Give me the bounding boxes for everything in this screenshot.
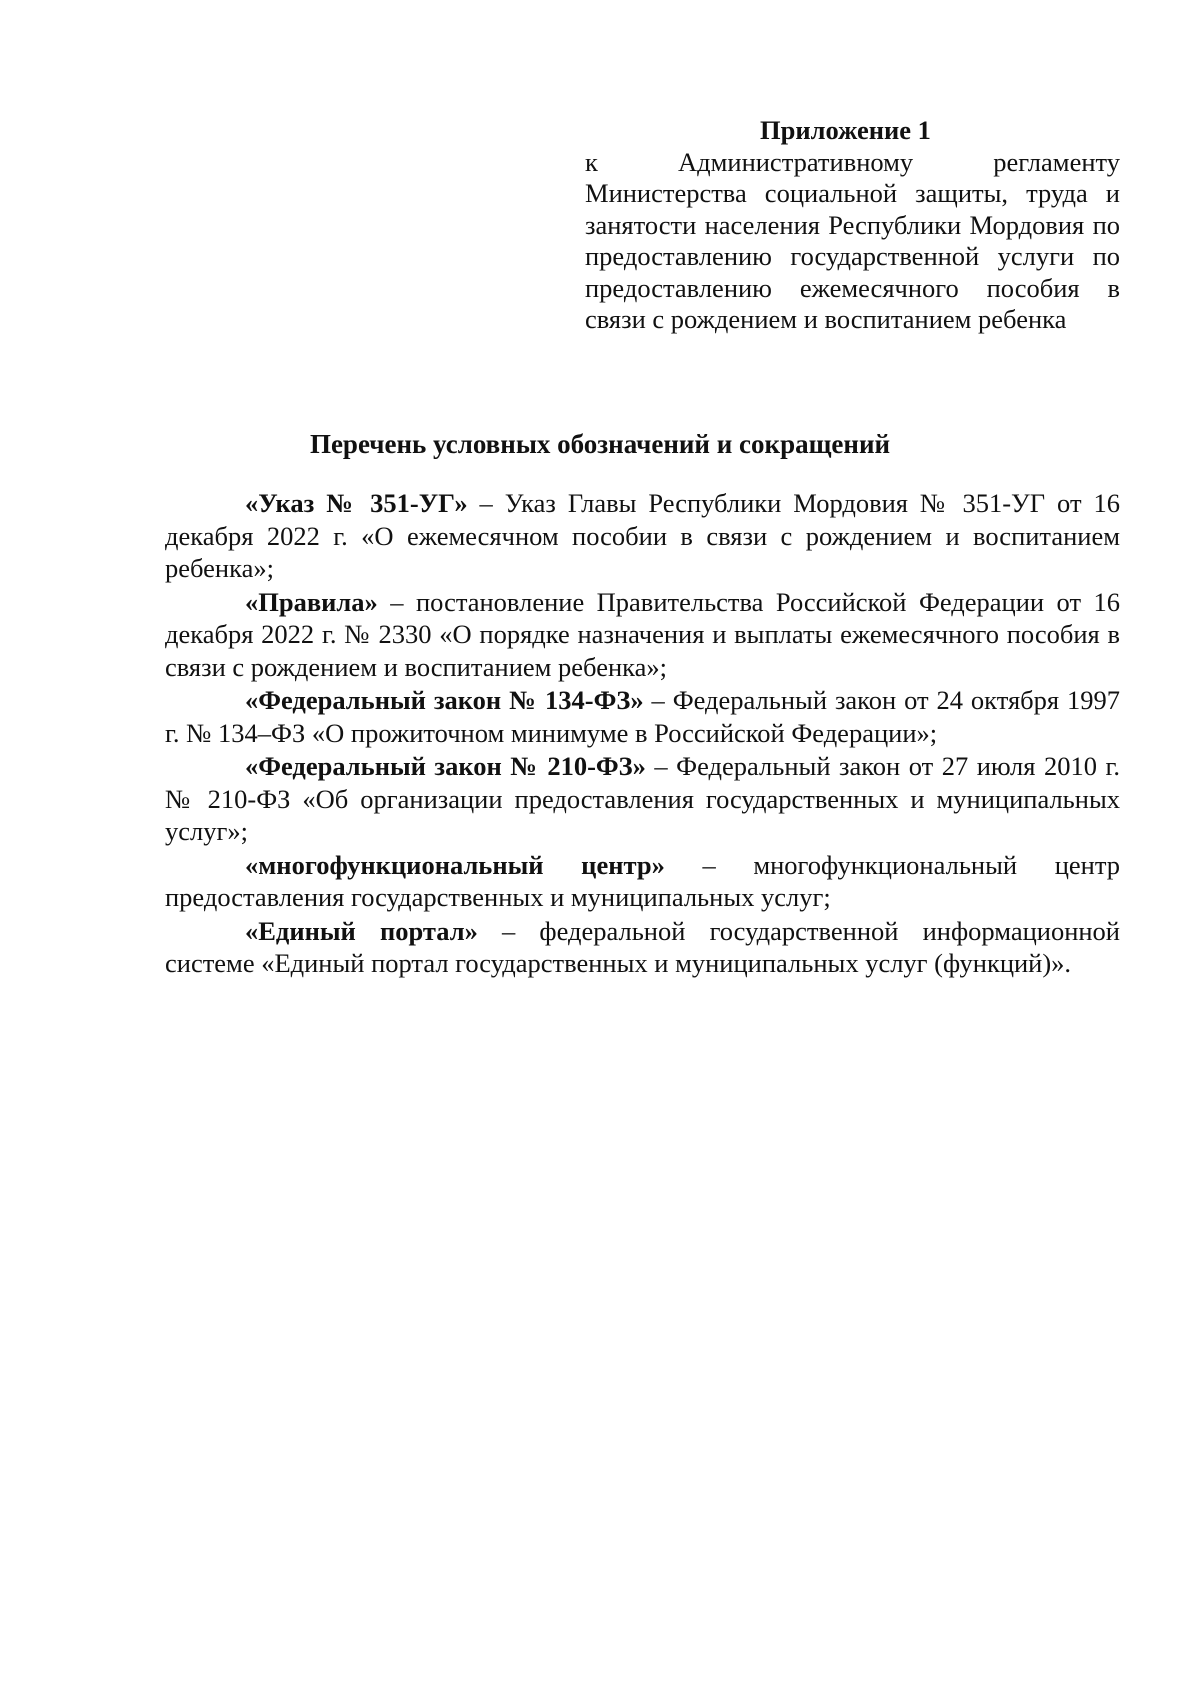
abbreviation-entry	[165, 586, 1120, 684]
abbreviation-term: «многофункциональный центр»	[245, 849, 665, 880]
document-title: Перечень условных обозначений и сокращений	[309, 429, 891, 459]
abbreviation-definition: – многофункциональный центр предоставления государственных и муниципальных услуг;	[165, 849, 1120, 912]
abbreviation-term: «Федеральный закон № 134-ФЗ»	[245, 685, 644, 715]
abbreviation-definition: – Федеральный закон от 24 октября 1997 г. № 134–ФЗ «О прожиточном минимуме в Российской Федерации»;	[165, 685, 1120, 748]
abbreviation-definition: – Федеральный закон от 27 июля 2010 г. № 210-ФЗ «Об организации предоставления государственных и муниципальных услуг»;	[165, 751, 1120, 846]
appendix-title: Приложение 1	[760, 115, 931, 145]
abbreviation-term: «Единый портал»	[245, 915, 478, 946]
abbreviation-definition: – Указ Главы Республики Мордовия № 351-УГ от 16 декабря 2022 г. «О ежемесячном пособии в связи с рождением и воспитанием ребенка»;	[165, 488, 1120, 583]
abbreviation-definition: – федеральной государственной информационной системе «Единый портал государственных и муниципальных услуг (функций)».	[165, 915, 1120, 978]
abbreviation-entry	[165, 849, 1120, 914]
abbreviation-entry	[165, 750, 1120, 848]
abbreviation-term: «Федеральный закон № 210-ФЗ»	[245, 751, 646, 781]
abbreviation-term: «Указ № 351-УГ»	[245, 488, 468, 518]
abbreviations-list	[165, 487, 1120, 981]
appendix-reference: к Административному регламенту Министерства социальной защиты, труда и занятости населения Республики Мордовия по предоставлению государственной услуги по предоставлению ежемесячного пособия в связи с рождением и воспитанием ребенка	[585, 146, 1120, 334]
abbreviation-entry	[165, 915, 1120, 980]
abbreviation-entry	[165, 487, 1120, 585]
appendix-header	[585, 115, 1120, 336]
abbreviation-entry	[165, 684, 1120, 749]
abbreviation-definition: – постановление Правительства Российской Федерации от 16 декабря 2022 г. № 2330 «О порядке назначения и выплаты ежемесячного пособия в связи с рождением и воспитанием ребенка»;	[165, 586, 1120, 682]
abbreviation-term: «Правила»	[245, 586, 378, 617]
